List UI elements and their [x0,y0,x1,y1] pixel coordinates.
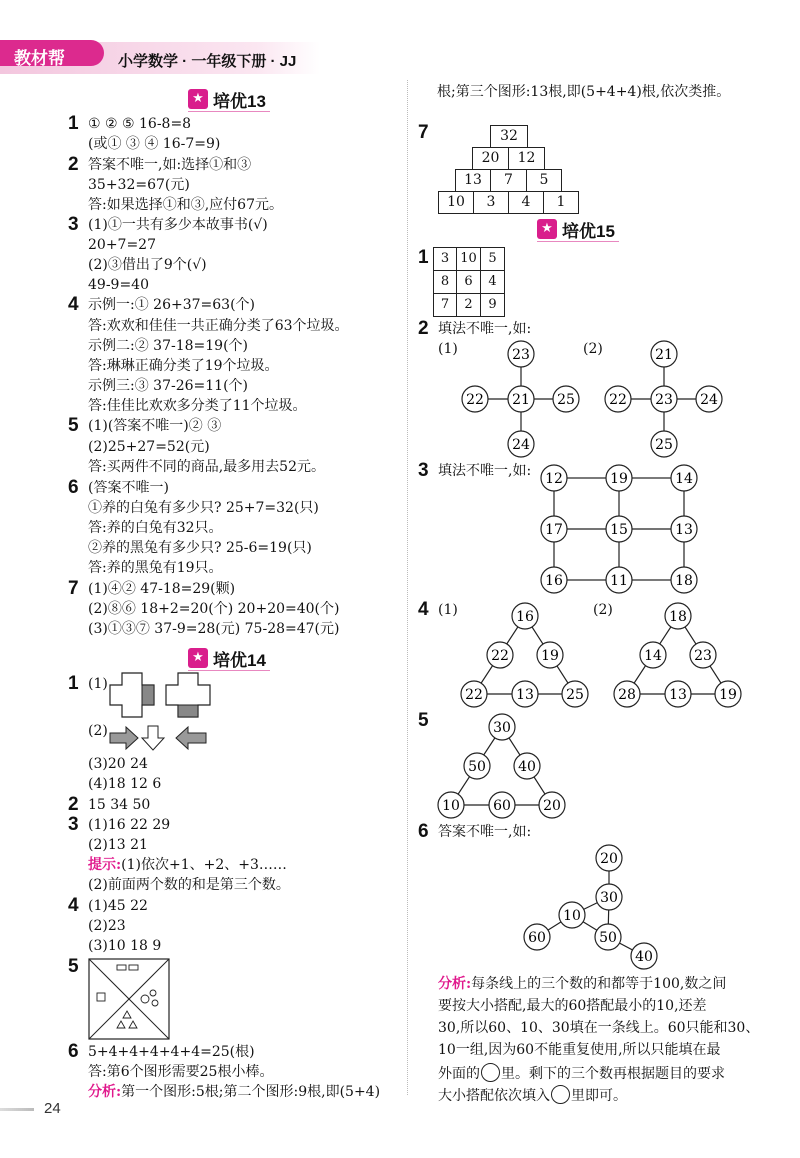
question-number: 6 [418,821,429,842]
circle-value: 21 [655,347,673,363]
answer-line: (1)④② 47-18=29(颗) [88,581,236,597]
answer-line: 答案不唯一,如:选择①和③ [88,157,252,173]
question-number: 3 [418,460,429,481]
circle-value: 22 [609,392,627,408]
circle-value: 10 [563,908,581,924]
section-label: 培优13 [213,91,266,111]
analysis-line [438,1085,627,1105]
answer-line: 20+7=27 [88,237,156,253]
sub-label: (2) [583,341,603,357]
question-number: 3 [68,214,79,235]
grid-cell: 2 [457,294,481,316]
number-grid-3x3 [433,247,505,317]
pyramid-cell: 13 [455,169,491,192]
pyramid-cell: 5 [526,169,562,192]
answer-line: (1) [88,676,108,692]
answer-line: (2)⑧⑥ 18+2=20(个) 20+20=40(个) [88,601,340,617]
circle-value: 23 [694,648,712,664]
answer-line: (3)20 24 [88,756,148,772]
circle-value: 40 [518,759,536,775]
analysis-line: 30,所以60、10、30填在一条线上。60只能和30、 [438,1020,760,1036]
answer-line: (4)18 12 6 [88,776,162,792]
circle-value: 50 [468,759,486,775]
shaded-square [142,685,154,705]
circle-value: 60 [528,930,546,946]
sub-label: (1) [438,341,458,357]
answer-line: (3)①③⑦ 37-9=28(元) 75-28=47(元) [88,621,340,637]
question-number: 7 [68,578,79,599]
star-icon: ★ [537,219,557,239]
circle-value: 22 [466,392,484,408]
answer-line: 答:如果选择①和③,应付67元。 [88,197,283,213]
sub-label: (1) [438,602,458,618]
answer-line: 答:养的白兔有32只。 [88,520,223,536]
pyramid-cell: 20 [472,147,509,170]
pyramid-cell: 7 [490,169,527,192]
circle-value: 13 [675,522,693,538]
circle-value: 17 [545,522,563,538]
blank-circle-icon [551,1085,570,1104]
number-pyramid [438,125,578,213]
answer-line: 答案不唯一,如: [438,824,532,840]
down-arrow-icon [142,726,164,750]
question-number: 5 [68,415,79,436]
answer-line: 答:买两件不同的商品,最多用去52元。 [88,459,325,475]
circle-value: 11 [610,573,628,589]
analysis-text: 里。剩下的三个数再根据题目的要求 [501,1066,725,1082]
circle-value: 18 [669,609,687,625]
circle-value: 15 [610,522,628,538]
answer-line: 答:琳琳正确分类了19个垃圾。 [88,358,279,374]
answer-line: 填法不唯一,如: [438,463,532,479]
grid-cell: 9 [488,297,497,312]
circle-value: 14 [644,648,662,664]
star-circles-figure [518,842,664,972]
question-number: 6 [68,477,79,498]
analysis-label: 分析: [88,1084,122,1100]
answer-line: (2)③借出了9个(√) [88,257,207,273]
circle-value: 24 [512,437,530,453]
section-label: 培优15 [562,221,615,241]
question-number: 5 [418,710,429,731]
circle-value: 21 [512,392,530,408]
circle-value: 24 [700,392,718,408]
answer-line: 5+4+4+4+4+4=25(根) [88,1044,255,1060]
answer-line: (2)25+27=52(元) [88,439,210,455]
circle-value: 19 [541,648,559,664]
answer-line: 填法不唯一,如: [438,321,532,337]
answer-line: (3)10 18 9 [88,938,162,954]
header-tag-text: 教材帮 [14,49,65,68]
page-number: 24 [44,1100,61,1117]
circle-value: 23 [655,392,673,408]
question-number: 6 [68,1041,79,1062]
analysis-text: 每条线上的三个数的和都等于100,数之间 [471,976,727,992]
circle-value: 25 [566,687,584,703]
section-title-13 [188,87,270,112]
star-icon: ★ [188,648,208,668]
grid-cell: 4 [481,271,504,294]
analysis-text: 里即可。 [571,1088,627,1104]
answer-line: ②养的黑兔有多少只? 25-6=19(只) [88,540,312,556]
answer-line: (或① ③ ④ 16-7=9) [88,136,221,152]
analysis-line: 10一组,因为60不能重复使用,所以只能填在最 [438,1042,721,1058]
circle-value: 28 [618,687,636,703]
circle-value: 20 [543,798,561,814]
analysis-line [88,1083,380,1101]
question-number: 4 [68,895,79,916]
answer-line: (1)16 22 29 [88,817,171,833]
answer-line: 49-9=40 [88,277,149,293]
question-number: 7 [418,122,429,143]
answer-line: 答:欢欢和佳佳一共正确分类了63个垃圾。 [88,318,349,334]
analysis-line [438,1063,725,1083]
circle-value: 20 [600,851,618,867]
footer-line [0,1108,34,1111]
pyramid-cell: 4 [508,191,544,214]
answer-line: (2)前面两个数的和是第三个数。 [88,877,290,893]
circle-value: 30 [493,720,511,736]
hint-text: (1)依次+1、+2、+3…… [121,857,287,873]
analysis-line [438,975,726,993]
cross-circles-figure-2 [601,338,727,460]
answer-line-continued: 根;第三个图形:13根,即(5+4+4)根,依次类推。 [437,84,731,100]
circle-value: 23 [512,347,530,363]
circle-value: 22 [465,687,483,703]
analysis-label: 分析: [438,976,472,992]
circle-value: 18 [675,573,693,589]
question-number: 2 [68,154,79,175]
answer-line: ①养的白兔有多少只? 25+7=32(只) [88,500,319,516]
circle-value: 25 [655,437,673,453]
section-label: 培优14 [213,650,266,670]
section-title-14 [188,646,270,671]
hint-line [88,856,287,874]
circle-value: 13 [669,687,687,703]
section-title-15 [537,217,619,242]
answer-line: (答案不唯一) [88,480,169,496]
answer-line: (1)①一共有多少本故事书(√) [88,217,268,233]
question-number: 1 [68,673,79,694]
pyramid-cell: 32 [490,125,528,148]
circle-value: 30 [600,890,618,906]
analysis-text: 第一个图形:5根;第二个图形:9根,即(5+4) [121,1084,381,1100]
cross-circles-figure-1 [458,338,584,460]
circle-value: 19 [719,687,737,703]
column-divider [407,80,408,1095]
circle-value: 25 [557,392,575,408]
grid-cell: 3 [434,248,457,271]
answer-line: (1)(答案不唯一)② ③ [88,418,222,434]
question-number: 4 [418,599,429,620]
question-number: 4 [68,294,79,315]
sub-label: (2) [593,602,613,618]
answer-line: 示例二:② 37-18=19(个) [88,338,248,354]
circle-value: 50 [599,930,617,946]
header-title: 小学数学 · 一年级下册 · JJ [118,53,297,70]
cross-shapes-figure [108,671,216,721]
answer-line: 15 34 50 [88,797,151,813]
pyramid-cell: 3 [473,191,509,214]
triangle-circles-figure-3 [435,711,569,821]
answer-line: 答:佳佳比欢欢多分类了11个垃圾。 [88,398,307,414]
triangle-circles-figure-2 [611,600,745,710]
answer-line: (1)45 22 [88,898,148,914]
pyramid-cell: 1 [543,191,579,214]
circle-value: 14 [675,471,693,487]
pyramid-cell: 10 [438,191,474,214]
circle-value: 19 [610,471,628,487]
question-number: 2 [68,794,79,815]
hint-label: 提示: [88,857,122,873]
answer-line: (2)13 21 [88,837,148,853]
circle-value: 13 [516,687,534,703]
circle-value: 40 [635,949,653,965]
analysis-text: 外面的 [438,1066,480,1082]
analysis-text: 大小搭配依次填入 [438,1088,550,1104]
grid-cell: 8 [434,271,457,294]
shaded-square [178,705,198,717]
answer-line: (2) [88,723,108,739]
grid-circles-figure [537,462,701,596]
blank-circle-icon [481,1063,500,1082]
left-arrow-icon [176,727,206,749]
answer-line: 答:养的黑兔有19只。 [88,560,223,576]
question-number: 3 [68,814,79,835]
grid-cell: 7 [434,294,457,316]
question-number: 1 [68,113,79,134]
circle-value: 22 [491,648,509,664]
answer-line: (2)23 [88,918,126,934]
arrows-figure [108,724,208,752]
grid-cell: 10 [457,248,481,271]
answer-line: 35+32=67(元) [88,177,190,193]
square-divided-figure [87,957,171,1041]
analysis-line: 要按大小搭配,最大的60搭配最小的10,还差 [438,998,707,1014]
triangle-circles-figure-1 [458,600,592,710]
pyramid-cell: 12 [508,147,545,170]
question-number: 1 [418,247,429,268]
answer-line: 答:第6个图形需要25根小棒。 [88,1064,274,1080]
grid-cell: 5 [481,248,504,271]
star-icon: ★ [188,89,208,109]
circle-value: 10 [442,798,460,814]
question-number: 5 [68,956,79,977]
grid-cell: 6 [457,271,481,294]
circle-value: 16 [516,609,534,625]
answer-line: 示例一:① 26+37=63(个) [88,297,255,313]
right-arrow-icon [110,727,138,749]
circle-value: 60 [493,798,511,814]
circle-value: 16 [545,573,563,589]
answer-line: 示例三:③ 37-26=11(个) [88,378,248,394]
question-number: 2 [418,318,429,339]
circle-value: 12 [545,471,563,487]
answer-line: ① ② ⑤ 16-8=8 [88,116,192,132]
